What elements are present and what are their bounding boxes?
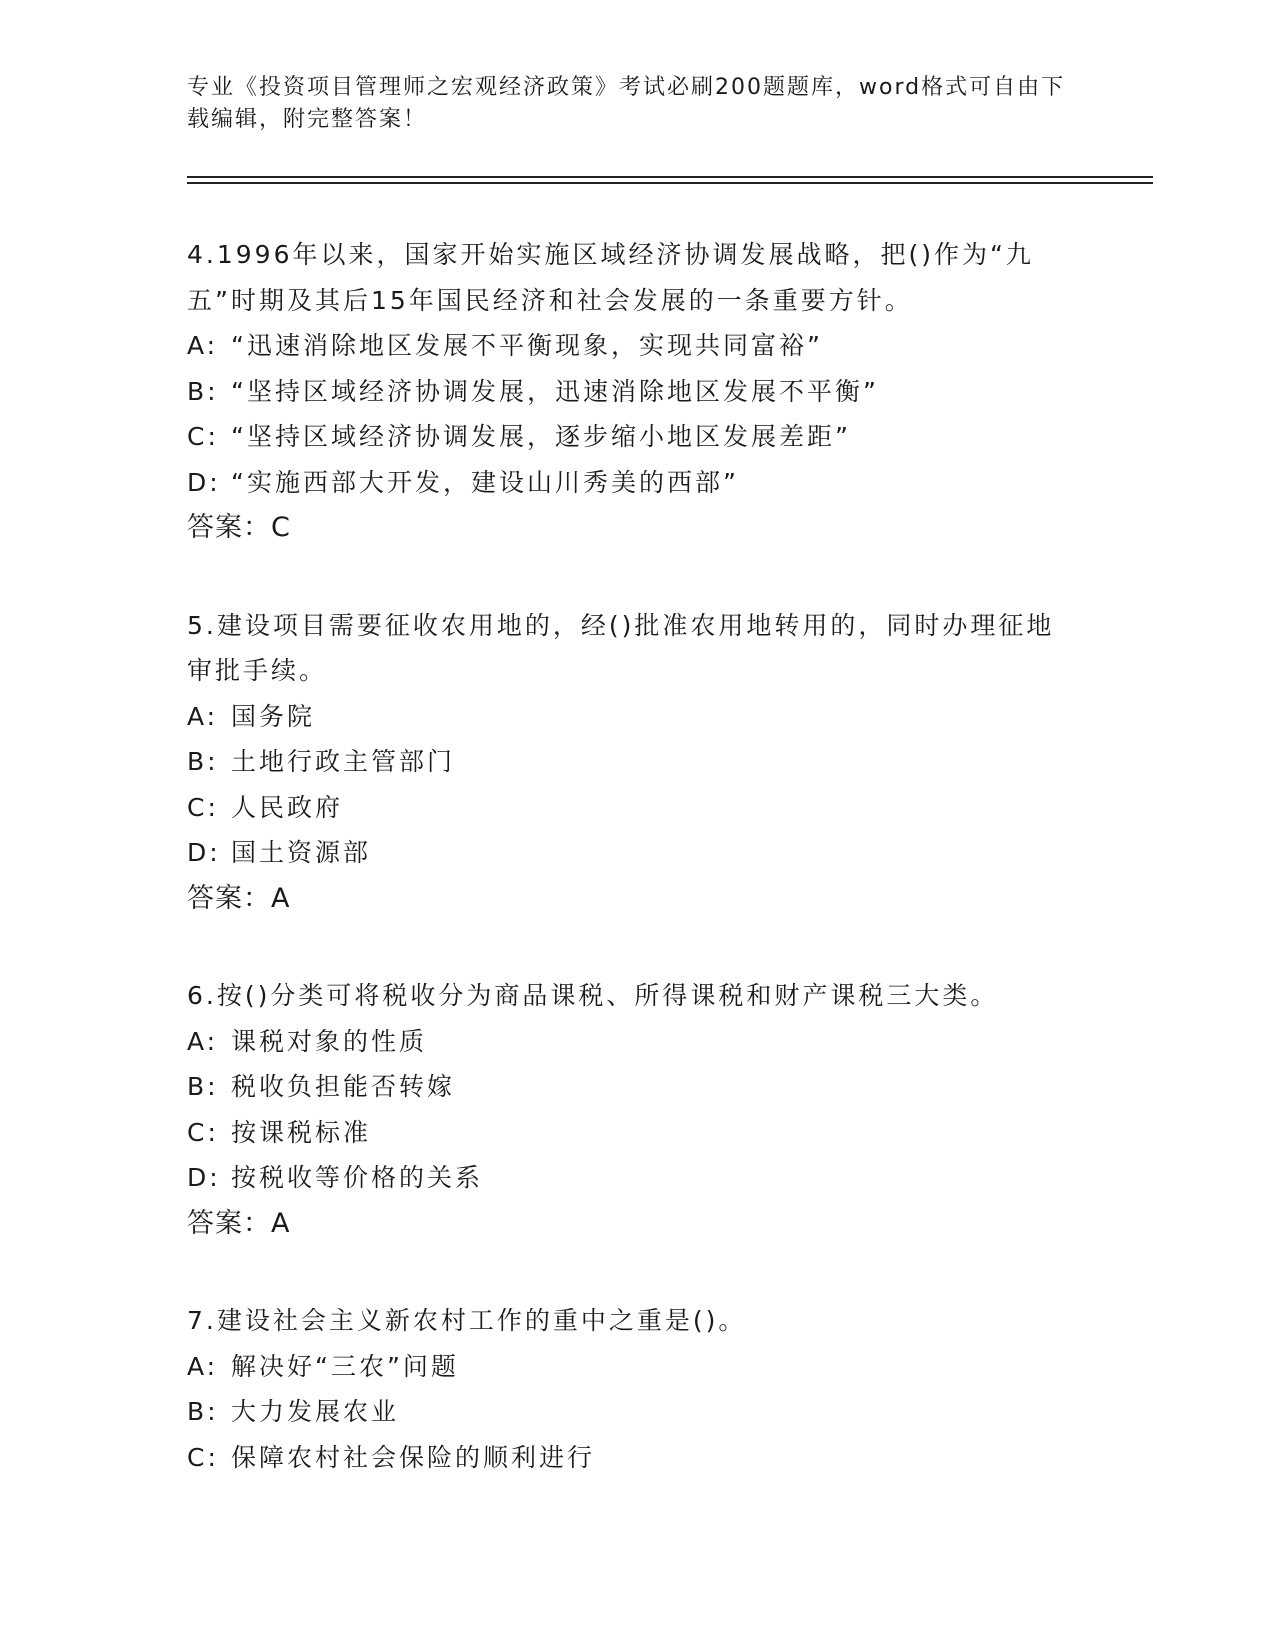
option-text: 保障农村社会保险的顺利进行	[231, 1442, 596, 1472]
question-stem: 5.建设项目需要征收农用地的，经()批准农用地转用的，同时办理征地审批手续。	[187, 610, 1055, 685]
option-text: 人民政府	[231, 792, 344, 822]
option-key: C:	[187, 1117, 219, 1147]
option-text: 按课税标准	[231, 1117, 372, 1147]
option-text: 课税对象的性质	[231, 1026, 428, 1056]
option-key: C:	[187, 792, 219, 822]
option-key: A:	[187, 331, 219, 360]
option-key: D:	[187, 1163, 221, 1192]
question-stem: 6.按()分类可将税收分为商品课税、所得课税和财产课税三大类。	[187, 981, 999, 1010]
answer-line: 答案：C	[187, 512, 291, 543]
option-b	[187, 1389, 1067, 1435]
option-key: A:	[187, 701, 219, 731]
document-header: 专业《投资项目管理师之宏观经济政策》考试必刷200题题库，word格式可自由下载编辑，附完整答案！	[187, 75, 1066, 132]
option-a	[187, 323, 1067, 369]
option-key: B:	[187, 1072, 219, 1101]
option-text: 解决好“三农”问题	[231, 1351, 459, 1381]
option-d	[187, 830, 1067, 876]
option-a	[187, 1019, 1067, 1065]
question-4	[187, 232, 1067, 551]
option-text: 大力发展农业	[231, 1397, 400, 1426]
option-key: A:	[187, 1351, 219, 1381]
option-b	[187, 739, 1067, 785]
option-key: B:	[187, 1397, 219, 1426]
question-stem: 4.1996年以来，国家开始实施区域经济协调发展战略，把()作为“九五”时期及其后15年国民经济和社会发展的一条重要方针。	[187, 240, 1034, 315]
header-divider-top	[187, 176, 1153, 178]
option-c	[187, 414, 1067, 460]
option-text: “迅速消除地区发展不平衡现象，实现共同富裕”	[231, 331, 823, 360]
option-text: 土地行政主管部门	[231, 747, 456, 776]
option-key: D:	[187, 467, 221, 497]
option-text: 国土资源部	[231, 838, 372, 867]
option-key: D:	[187, 838, 221, 867]
question-7	[187, 1298, 1067, 1480]
option-c	[187, 1435, 1067, 1481]
option-key: C:	[187, 1442, 219, 1472]
option-text: “实施西部大开发，建设山川秀美的西部”	[231, 467, 739, 497]
question-5	[187, 603, 1067, 922]
answer-line: 答案：A	[187, 1207, 291, 1239]
option-b	[187, 369, 1067, 415]
header-divider-bottom	[187, 182, 1153, 184]
option-b	[187, 1064, 1067, 1110]
option-key: B:	[187, 747, 219, 776]
option-d	[187, 1155, 1067, 1201]
option-key: A:	[187, 1026, 219, 1056]
option-text: 按税收等价格的关系	[231, 1163, 484, 1192]
question-list	[187, 232, 1067, 1532]
option-text: 国务院	[231, 701, 316, 731]
option-key: C:	[187, 422, 219, 451]
option-text: 税收负担能否转嫁	[231, 1072, 456, 1101]
option-c	[187, 1110, 1067, 1156]
question-6	[187, 973, 1067, 1246]
option-a	[187, 694, 1067, 740]
option-c	[187, 785, 1067, 831]
option-text: “坚持区域经济协调发展，迅速消除地区发展不平衡”	[231, 376, 879, 406]
option-key: B:	[187, 376, 219, 406]
option-a	[187, 1344, 1067, 1390]
question-stem: 7.建设社会主义新农村工作的重中之重是()。	[187, 1306, 747, 1335]
answer-line: 答案：A	[187, 882, 291, 914]
option-text: “坚持区域经济协调发展，逐步缩小地区发展差距”	[231, 422, 851, 451]
option-d	[187, 460, 1067, 506]
